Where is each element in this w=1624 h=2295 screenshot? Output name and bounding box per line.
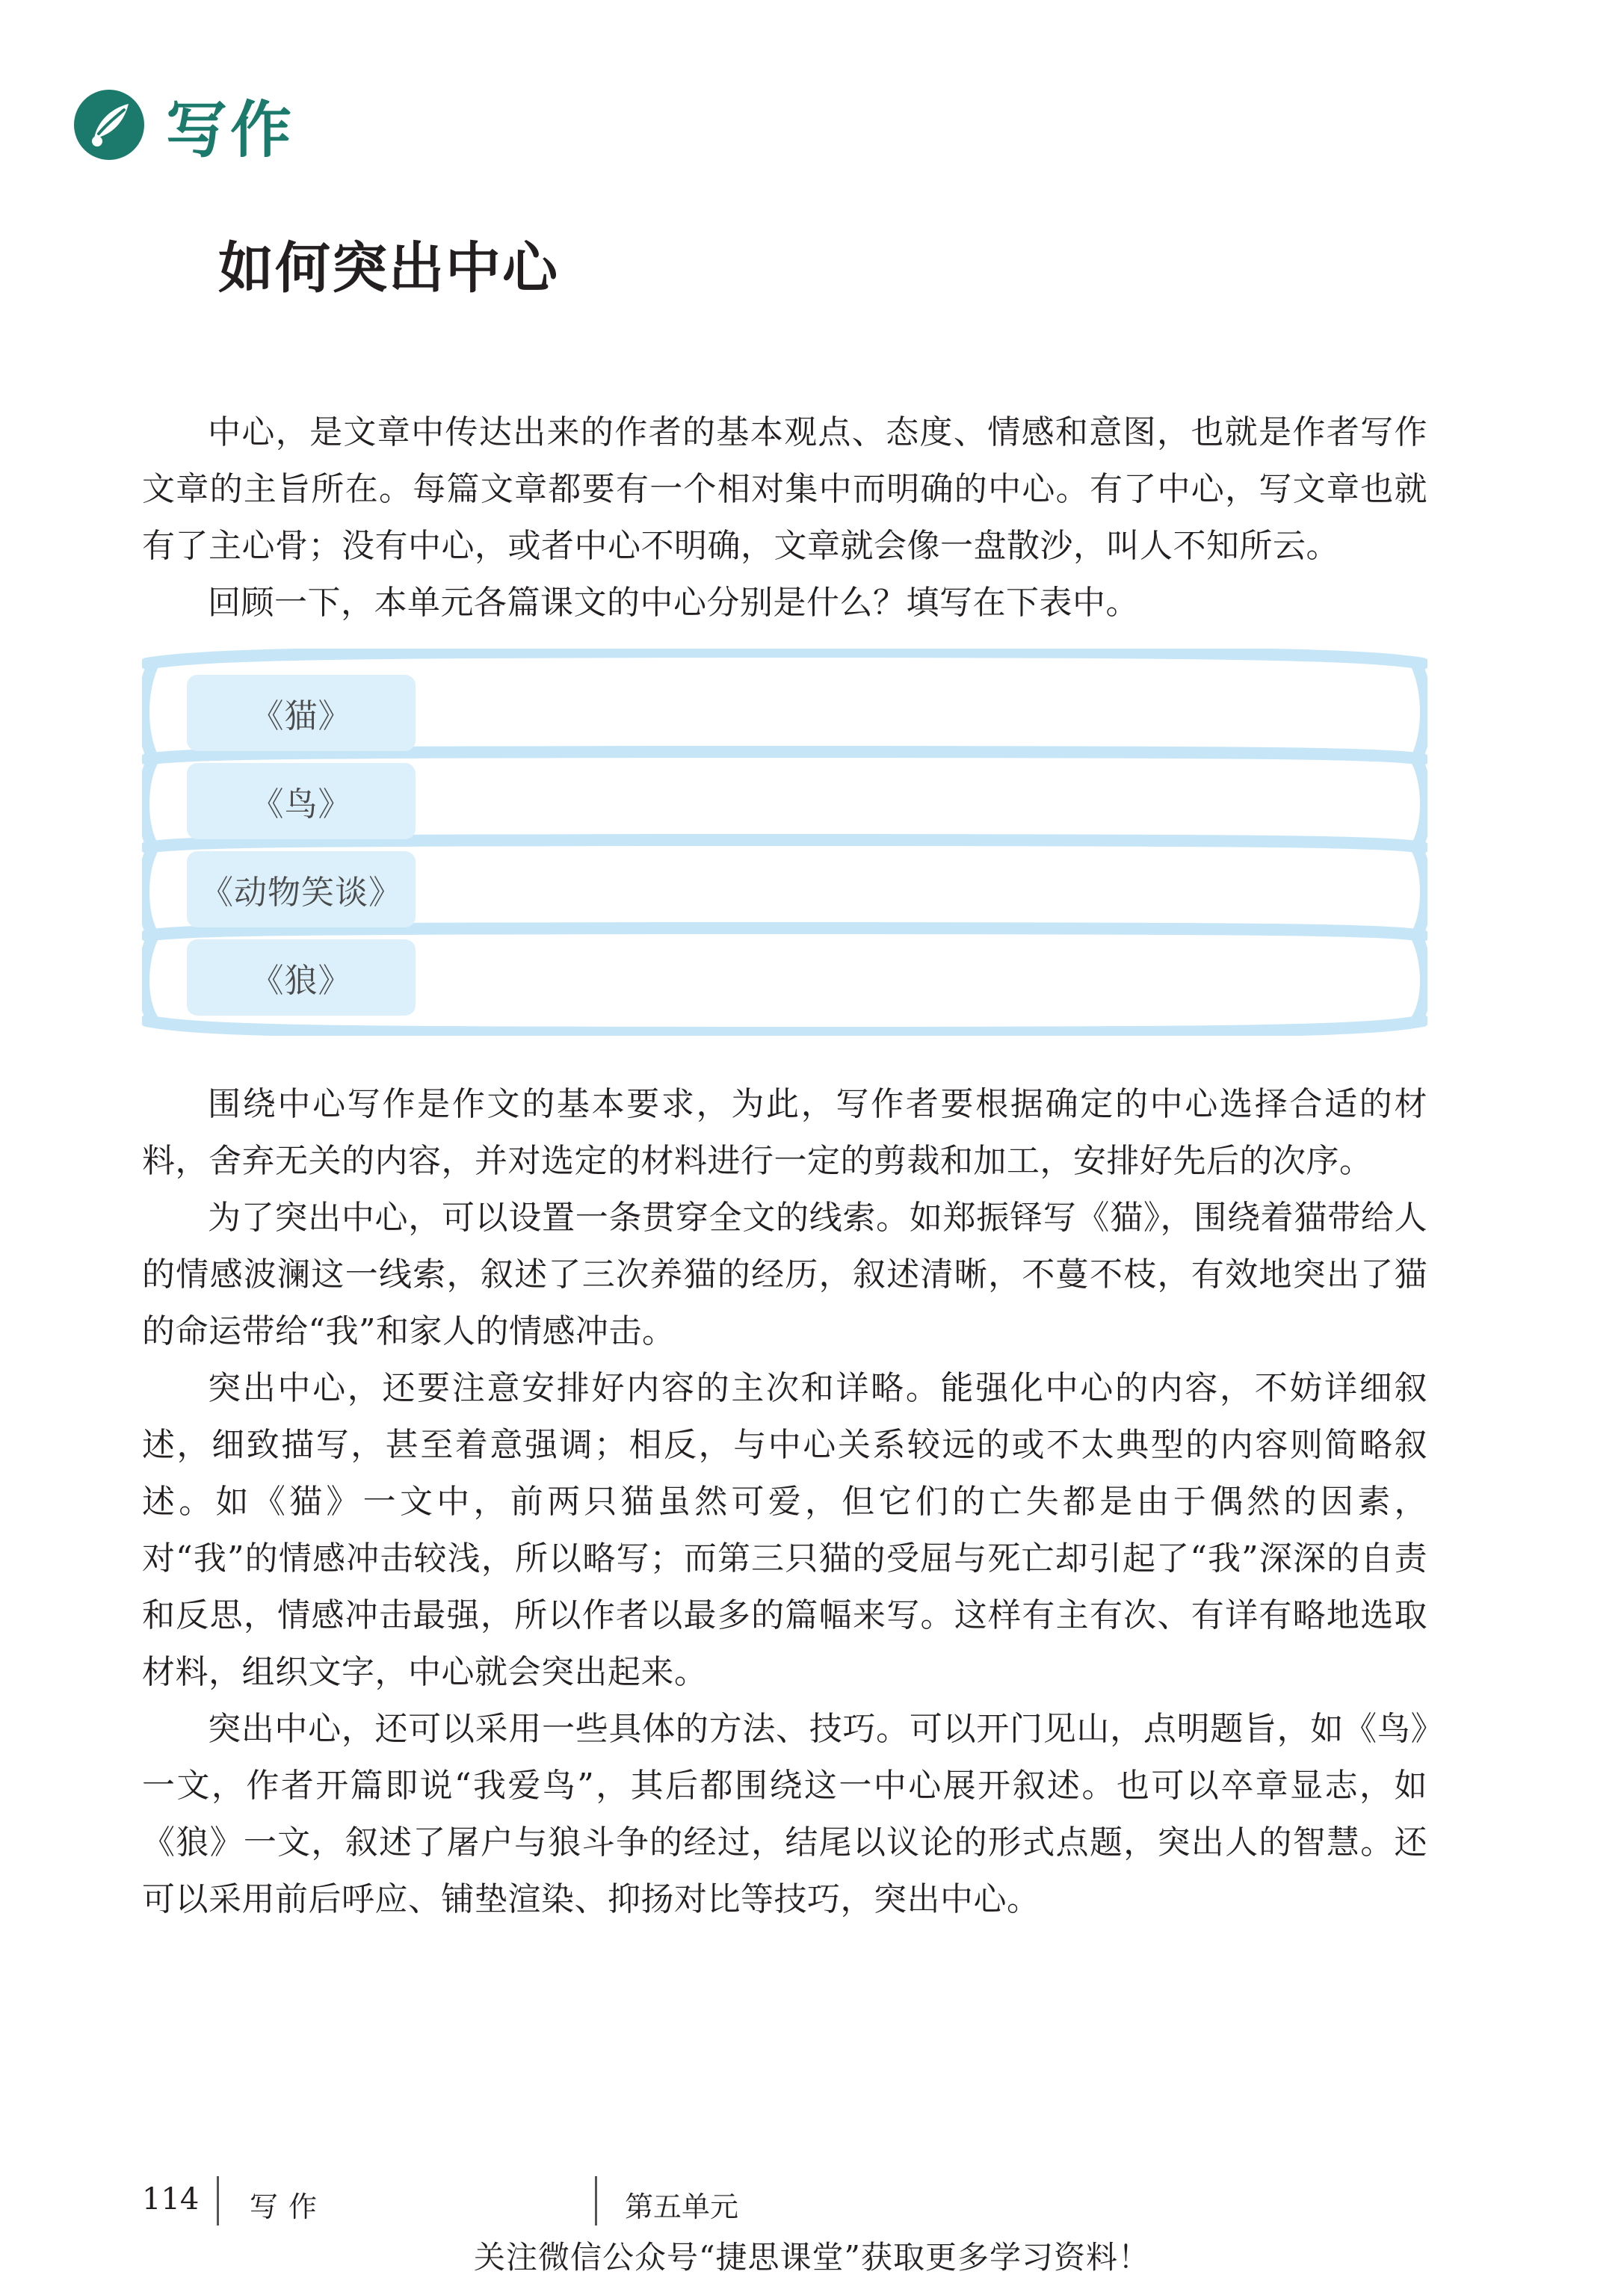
section-header	[72, 84, 294, 166]
footer-promo: 关注微信公众号“捷思课堂”获取更多学习资料！	[474, 2239, 1150, 2276]
intro-text	[142, 404, 1427, 631]
section-label: 写作	[166, 94, 295, 166]
row-label: 《鸟》	[250, 785, 352, 824]
table-row	[187, 851, 416, 927]
footer-section: 写作	[250, 2190, 328, 2223]
page-number: 114	[142, 2182, 200, 2217]
paragraph: 中心，是文章中传达出来的作者的基本观点、态度、情感和意图，也就是作者写作文章的主旨所在。每篇文章都要有一个相对集中而明确的中心。有了中心，写文章也就有了主心骨；没有中心，或者中心不明确，文章就会像一盘散沙，叫人不知所云。	[142, 413, 1427, 565]
footer-divider	[217, 2176, 219, 2225]
table-row	[187, 939, 416, 1016]
paragraph: 围绕中心写作是作文的基本要求，为此，写作者要根据确定的中心选择合适的材料，舍弃无关的内容，并对选定的材料进行一定的剪裁和加工，安排好先后的次序。	[142, 1085, 1427, 1180]
row-label: 《狼》	[250, 962, 352, 1000]
paragraph: 突出中心，还可以采用一些具体的方法、技巧。可以开门见山，点明题旨，如《鸟》一文，作者开篇即说“我爱鸟”，其后都围绕这一中心展开叙述。也可以卒章显志，如《狼》一文，叙述了屠户与狼斗争的经过，结尾以议论的形式点题，突出人的智慧。还可以采用前后呼应、铺垫渲染、抑扬对比等技巧，突出中心。	[142, 1710, 1427, 1918]
table-row	[187, 675, 416, 751]
paragraph: 为了突出中心，可以设置一条贯穿全文的线索。如郑振铎写《猫》，围绕着猫带给人的情感波澜这一线索，叙述了三次养猫的经历，叙述清晰，不蔓不枝，有效地突出了猫的命运带给“我”和家人的情感冲击。	[142, 1199, 1427, 1350]
page-title: 如何突出中心	[218, 236, 559, 300]
pen-nib-icon	[72, 87, 146, 162]
body-text	[142, 1076, 1427, 1928]
row-label: 《动物笑谈》	[200, 874, 402, 912]
paragraph: 回顾一下，本单元各篇课文的中心分别是什么？填写在下表中。	[208, 584, 1139, 622]
footer-unit: 第五单元	[625, 2190, 739, 2223]
footer-divider	[595, 2176, 597, 2225]
row-label: 《猫》	[250, 697, 352, 735]
lesson-center-table	[142, 649, 1427, 1036]
paragraph: 突出中心，还要注意安排好内容的主次和详略。能强化中心的内容，不妨详细叙述，细致描写，甚至着意强调；相反，与中心关系较远的或不太典型的内容则简略叙述。如《猫》一文中，前两只猫虽然可爱，但它们的亡失都是由于偶然的因素，对“我”的情感冲击较浅，所以略写；而第三只猫的受屈与死亡却引起了“我”深深的自责和反思，情感冲击最强，所以作者以最多的篇幅来写。这样有主有次、有详有略地选取材料，组织文字，中心就会突出起来。	[142, 1369, 1427, 1691]
table-row	[187, 763, 416, 839]
